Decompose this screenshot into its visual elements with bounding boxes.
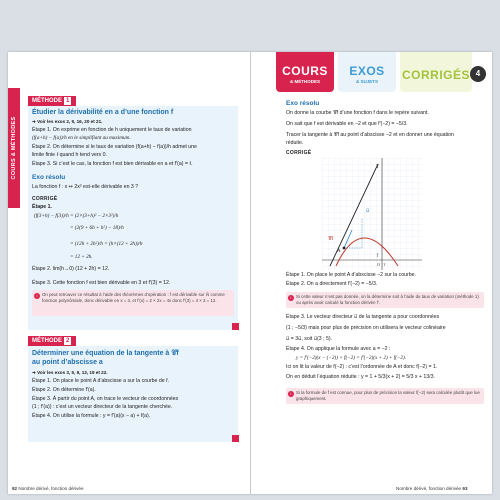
corrige-right: CORRIGÉ [286,150,312,156]
c-step2: Étape 2. lim(h→0) (12 + 2h) = 12. [32,266,110,272]
method1-bar [28,96,76,106]
method2-title-2: au point d’abscisse a [32,359,103,366]
r-step3c: u⃗ = 3u⃗, soit u⃗(3 ; 5). [286,336,333,342]
r-step4c: Ici on lit la valeur de f(−2) : c’est l’ordonnée de A et donc f(−2) = 1. [286,364,438,370]
function-graph [322,158,422,270]
method2-corner-mark [232,435,239,442]
r-step3: Étape 3. Le vecteur directeur u⃗ de la tangente a pour coordonnées [286,314,440,320]
q3b: réduite. [286,140,304,146]
m2-step3b: (1 ; f′(a)) : c’est un vecteur directeur de la tangente cherchée. [32,404,173,410]
point-a [343,247,346,250]
r-step3b: (1 ; −5/3) mais pour plus de précision on utilisera le vecteur colinéaire [286,325,446,331]
m2-step1: Étape 1. On place le point A d’abscisse a sur la courbe de f. [32,378,169,384]
tab-exos-label: EXOS [349,64,385,78]
info-icon: i [34,293,40,299]
page-number-right: 93 [462,486,468,491]
r-step2: Étape 2. On a directement f′(−2) = −5/3. [286,281,378,287]
info-icon: i [288,391,294,397]
info-icon: i [288,295,294,301]
method2-label: MÉTHODE [32,338,62,344]
tab-corriges[interactable] [400,52,472,92]
method1-label: MÉTHODE [32,98,62,104]
tab-corriges-label: CORRIGÉS [401,68,470,82]
method1-title: Étudier la dérivabilité en a d’une fonction f [32,109,174,116]
note-right-2-text: Si la formule de f est connue, pour plus de précision la valeur f(−2) sera calculée plutôt que lue graphiquement. [296,390,480,401]
m2-step2: Étape 2. On détermine f′(a). [32,387,96,393]
footer-right [396,486,468,491]
m1-step1: Étape 1. On exprime en fonction de h uniquement le taux de variation [32,127,192,133]
tab-cours-label: COURS [282,64,328,78]
q1: On donne la courbe 𝒞f d’une fonction f dans le repère suivant. [286,110,429,116]
footer-left [12,486,84,491]
r-step4d: On en déduit l’équation réduite : y = 1 + 5/3(x + 2) = 5/3 x + 13/3. [286,374,435,380]
calc-line1: (f(3+h) − f(3))/h = (2×(3+h)² − 2×3²)/h [34,213,119,219]
tab-cours-sub: & MÉTHODES [289,79,320,84]
label-vector: u⃗ [366,209,370,214]
calc-line2: = (2(9 + 6h + h²) − 18)/h [70,225,124,231]
note-right-2 [286,388,484,404]
footer-left-text: Nombre dérivé, fonction dérivée [18,486,84,491]
note-right-1-text: Si cette valeur n’est pas donnée, on la détermine soit à l’aide du taux de variation (méthode 1) ou après avoir calculé la fonction dérivée f′. [296,294,479,305]
r-step4b: y = f′(−2)(x − (−2)) + f(−2) = f′(−2)(x + 2) + f(−2). [296,355,407,361]
method1-refs: ➜ Voir les exos 2, 9, 16, 20 et 21. [32,119,103,124]
footer-right-text: Nombre dérivé, fonction dérivée [396,486,462,491]
chapter-badge: 4 [470,66,486,82]
side-tab [8,88,20,208]
calc-line3: = (12h + 2h²)/h = (h×(12 + 2h))/h [70,241,143,247]
label-tangent: T [376,165,380,170]
label-i: i⃗ [384,262,386,267]
m1-step1b: (f(a+h) − f(a))/h en le simplifiant au maximum. [32,135,131,141]
note-left [32,290,234,316]
label-curve: 𝒞f [328,237,334,242]
method1-num: 1 [66,98,70,104]
method2-bar [28,336,76,346]
method2-title-1: Déterminer une équation de la tangente à 𝒞f [32,350,179,357]
side-tab-label: COURS & MÉTHODES [11,116,17,180]
tab-exos-sub: & SUJETS [355,79,378,84]
m2-step3: Étape 3. À partir du point A, on trace le vecteur de coordonnées [32,396,179,402]
m1-step2b: limite finie ℓ quand h tend vers 0. [32,152,107,158]
page-gutter [250,52,251,494]
calc-line4: = 12 + 2h. [70,254,93,260]
note-left-text: On peut retrouver ce résultat à l’aide des théorèmes d’opération : f est dérivable sur ℝ comme fonction polynômiale, donc dérivable en x = 3, et f′(x) = 2 × 2x = 4x donc f′(3) = 4 × 3 = 12. [42,292,225,303]
c-step3: Étape 3. Cette fonction f est bien dérivable en 3 et f′(3) = 12. [32,280,171,286]
exo-resolu-left: Exo résolu [32,174,66,181]
method2-refs: ➜ Voir les exos 3, 5, 9, 13, 19 et 22. [32,370,108,375]
exo-resolu-right: Exo résolu [286,100,320,107]
corrige-left: CORRIGÉ [32,196,58,202]
tab-cours[interactable] [276,52,334,92]
m1-step3: Étape 3. Si c’est le cas, la fonction f est bien dérivable en a et f′(a) = ℓ. [32,161,193,167]
label-j: j⃗ [377,252,379,257]
tab-exos[interactable] [338,52,396,92]
q2: On sait que f est dérivable en −2 et que f′(−2) = −5/3. [286,121,408,127]
m2-step4: Étape 4. On utilise la formule : y = f′(a)(x − a) + f(a). [32,413,151,419]
r-step1: Étape 1. On place le point A d’abscisse −2 sur la courbe. [286,272,416,278]
label-origin: O [377,262,380,267]
method1-corner-mark [232,323,239,330]
exo-question-left: La fonction f : x ↦ 2x² est-elle dérivable en 3 ? [32,184,139,190]
r-step4: Étape 4. On applique la formule avec a = −2 : [286,346,391,352]
note-right-1 [286,292,484,308]
q3: Tracer la tangente à 𝒞f au point d’abscisse −2 et en donner une équation [286,132,454,138]
m1-step2: Étape 2. On détermine si le taux de variation (f(a+h) − f(a))/h admet une [32,144,197,150]
c-step1: Étape 1. [32,204,52,210]
page-number-left: 92 [12,486,18,491]
label-a: A [337,249,341,254]
method2-num: 2 [66,338,70,344]
